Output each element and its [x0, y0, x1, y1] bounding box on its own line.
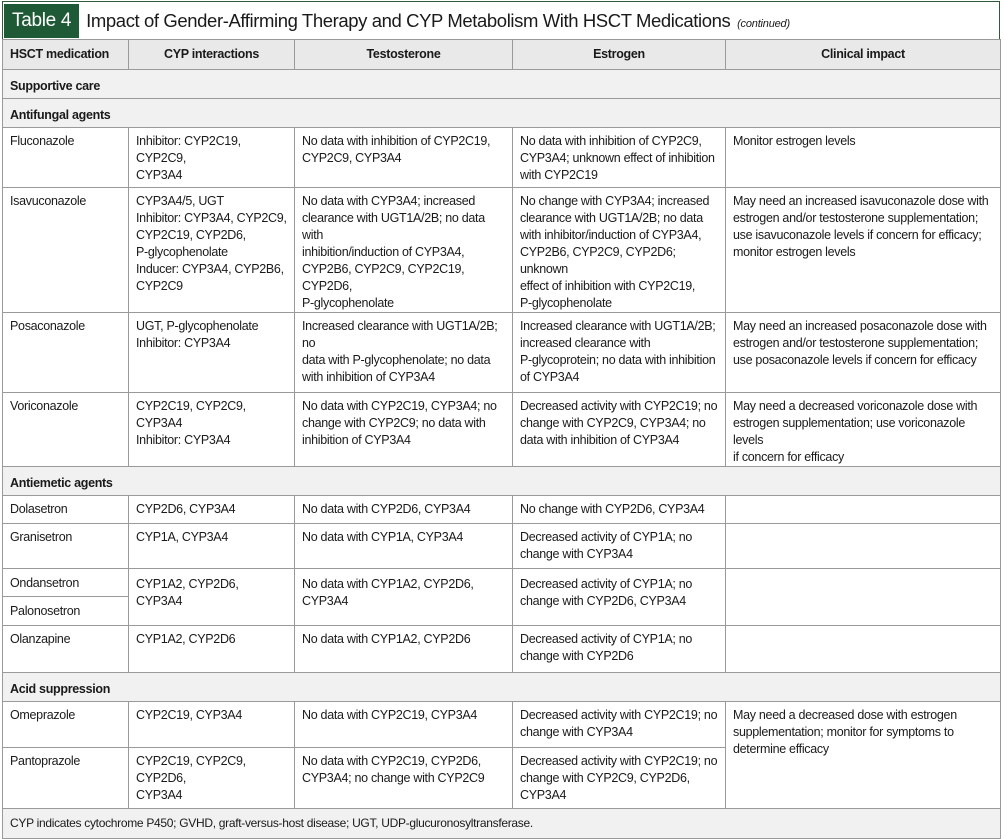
cell-text-line: May need a decreased voriconazole dose with	[733, 399, 978, 413]
cell-text-line: P-glycoprotein; no data with inhibition	[520, 353, 716, 367]
med-cell: Posaconazole	[3, 313, 129, 393]
cell-text-line: CYP2C19, CYP3A4	[136, 708, 242, 722]
table-figure	[2, 1, 1002, 830]
cyp-cell	[129, 496, 295, 524]
group-row-acid-suppression	[3, 673, 1001, 702]
cell-text-line: inhibition of CYP3A4	[302, 433, 411, 447]
cell-text-line: No data with inhibition of CYP2C19,	[302, 134, 491, 148]
cell-text-line: estrogen supplementation; use voriconazole levels	[733, 416, 965, 447]
cell-text-line: CYP3A4	[136, 788, 183, 802]
impact-cell	[726, 524, 1001, 569]
cell-text-line: estrogen and/or testosterone supplementation;	[733, 336, 979, 350]
cell-text-line: change with CYP2D6	[520, 649, 634, 663]
cell-text-line: supplementation; monitor for symptoms to	[733, 725, 954, 739]
estrogen-cell	[513, 702, 726, 748]
cyp-cell	[129, 702, 295, 748]
cell-text-line: No change with CYP2D6, CYP3A4	[520, 502, 705, 516]
cell-text-line: No data with CYP2C19, CYP2D6,	[302, 754, 481, 768]
cyp-cell	[129, 524, 295, 569]
group-row-antiemetic	[3, 467, 1001, 496]
cyp-cell	[129, 748, 295, 809]
med-cell: Olanzapine	[3, 626, 129, 673]
table-row	[3, 393, 1001, 467]
table-number-tag: Table 4	[4, 4, 79, 38]
cell-text-line: inhibition/induction of CYP3A4,	[302, 245, 465, 259]
med-cell: Palonosetron	[10, 604, 81, 618]
cell-text-line: P-glycophenolate	[136, 245, 228, 259]
cell-text-line: Decreased activity of CYP1A; no	[520, 530, 693, 544]
cyp-cell	[129, 626, 295, 673]
cell-text-line: CYP2B6, CYP2C9, CYP2C19, CYP2D6,	[302, 262, 465, 293]
cell-text-line: change with CYP2C9, CYP3A4; no	[520, 416, 706, 430]
cell-text-line: P-glycophenolate	[302, 296, 394, 310]
cell-text-line: CYP3A4; unknown effect of inhibition	[520, 151, 715, 165]
cell-text-line: determine efficacy	[733, 742, 829, 756]
estrogen-cell	[513, 188, 726, 313]
testosterone-cell	[295, 524, 513, 569]
med-cell: Voriconazole	[3, 393, 129, 467]
cell-text-line: CYP2C19, CYP2C9, CYP2D6,	[136, 754, 246, 785]
cell-text-line: CYP1A2, CYP2D6	[136, 632, 236, 646]
cyp-cell	[129, 313, 295, 393]
cell-text-line: of CYP3A4	[520, 370, 580, 384]
cell-text-line: data with inhibition of CYP3A4	[520, 433, 680, 447]
table-row	[3, 128, 1001, 188]
cell-text-line: CYP1A, CYP3A4	[136, 530, 228, 544]
cell-text-line: CYP3A4	[302, 594, 349, 608]
footnote: CYP indicates cytochrome P450; GVHD, graft-versus-host disease; UGT, UDP-glucuronosyltransferase.	[3, 809, 1001, 839]
continued-note: (continued)	[737, 17, 790, 30]
cell-text-line: Decreased activity with CYP2C19; no	[520, 754, 718, 768]
testosterone-cell	[295, 702, 513, 748]
cell-text-line: increased clearance with	[520, 336, 651, 350]
cell-text-line: data with P-glycophenolate; no data	[302, 353, 491, 367]
table-row	[3, 496, 1001, 524]
estrogen-cell	[513, 748, 726, 809]
estrogen-cell	[513, 626, 726, 673]
table-row	[3, 702, 1001, 748]
med-cell: Isavuconazole	[3, 188, 129, 313]
cell-text-line: No data with inhibition of CYP2C9,	[520, 134, 702, 148]
med-cell-split	[3, 569, 129, 626]
cell-text-line: CYP2C19, CYP2C9, CYP3A4	[136, 399, 246, 430]
testosterone-cell	[295, 128, 513, 188]
estrogen-cell	[513, 393, 726, 467]
table-row	[3, 524, 1001, 569]
cell-text-line: No data with CYP1A, CYP3A4	[302, 530, 464, 544]
testosterone-cell	[295, 748, 513, 809]
cell-text-line: CYP3A4; no change with CYP2C9	[302, 771, 485, 785]
cell-text-line: May need an increased isavuconazole dose with	[733, 194, 989, 208]
cell-text-line: Decreased activity with CYP2C19; no	[520, 399, 718, 413]
impact-cell	[726, 313, 1001, 393]
cell-text-line: CYP3A4/5, UGT	[136, 194, 224, 208]
group-label: Antiemetic agents	[3, 467, 1001, 496]
cell-text-line: No change with CYP3A4; increased	[520, 194, 710, 208]
table-title	[86, 10, 790, 32]
table-row	[3, 569, 1001, 626]
cell-text-line: May need a decreased dose with estrogen	[733, 708, 957, 722]
cell-text-line: No data with CYP1A2, CYP2D6	[302, 632, 471, 646]
testosterone-cell	[295, 626, 513, 673]
cell-text-line: change with CYP2C9, CYP2D6,	[520, 771, 690, 785]
med-cell: Dolasetron	[3, 496, 129, 524]
footnote-row	[3, 809, 1001, 839]
cyp-cell	[129, 128, 295, 188]
group-row-antifungal	[3, 99, 1001, 128]
med-cell: Fluconazole	[3, 128, 129, 188]
estrogen-cell	[513, 496, 726, 524]
table-row	[3, 313, 1001, 393]
cell-text-line: Monitor estrogen levels	[733, 134, 856, 148]
cell-text-line: No data with CYP2C19, CYP3A4	[302, 708, 478, 722]
cell-text-line: No data with CYP2D6, CYP3A4	[302, 502, 471, 516]
cell-text-line: clearance with UGT1A/2B; no data with	[302, 211, 485, 242]
impact-cell	[726, 702, 1001, 809]
header-row	[3, 40, 1001, 70]
cell-text-line: P-glycophenolate	[520, 296, 612, 310]
cell-text-line: use posaconazole levels if concern for efficacy	[733, 353, 977, 367]
testosterone-cell	[295, 188, 513, 313]
cell-text-line: Inhibitor: CYP2C19, CYP2C9,	[136, 134, 241, 165]
cell-text-line: with CYP2C19	[520, 168, 598, 182]
cell-text-line: CYP2C9	[136, 279, 183, 293]
cell-text-line: No data with CYP2C19, CYP3A4; no	[302, 399, 497, 413]
testosterone-cell	[295, 393, 513, 467]
cell-text-line: effect of inhibition with CYP2C19,	[520, 279, 696, 293]
table-row	[3, 626, 1001, 673]
cell-text-line: with inhibition of CYP3A4	[302, 370, 435, 384]
cell-text-line: Increased clearance with UGT1A/2B; no	[302, 319, 498, 350]
cell-text-line: CYP3A4	[136, 168, 183, 182]
estrogen-cell	[513, 313, 726, 393]
estrogen-cell	[513, 569, 726, 626]
group-label: Supportive care	[3, 70, 1001, 99]
cell-text-line: Increased clearance with UGT1A/2B;	[520, 319, 716, 333]
group-label: Antifungal agents	[3, 99, 1001, 128]
cell-text-line: CYP2C9, CYP3A4	[302, 151, 402, 165]
cell-text-line: Inducer: CYP3A4, CYP2B6,	[136, 262, 284, 276]
cell-text-line: Decreased activity of CYP1A; no	[520, 632, 693, 646]
cell-text-line: if concern for efficacy	[733, 450, 844, 464]
cell-text-line: Inhibitor: CYP3A4	[136, 336, 231, 350]
interaction-table	[2, 39, 1001, 839]
cell-text-line: No data with CYP1A2, CYP2D6,	[302, 577, 474, 591]
cell-text-line: change with CYP2D6, CYP3A4	[520, 594, 686, 608]
col-header-testosterone: Testosterone	[295, 40, 513, 70]
table-row	[3, 188, 1001, 313]
impact-cell	[726, 496, 1001, 524]
cell-text-line: change with CYP2C9; no data with	[302, 416, 486, 430]
testosterone-cell	[295, 569, 513, 626]
med-cell: Granisetron	[3, 524, 129, 569]
estrogen-cell	[513, 128, 726, 188]
group-row-supportive-care	[3, 70, 1001, 99]
estrogen-cell	[513, 524, 726, 569]
cell-text-line: Inhibitor: CYP3A4, CYP2C9,	[136, 211, 287, 225]
cell-text-line: Decreased activity of CYP1A; no	[520, 577, 693, 591]
cell-text-line: use isavuconazole levels if concern for efficacy;	[733, 228, 982, 242]
cyp-cell	[129, 188, 295, 313]
cell-text-line: change with CYP3A4	[520, 547, 633, 561]
med-cell: Ondansetron	[3, 569, 128, 597]
col-header-cyp: CYP interactions	[129, 40, 295, 70]
cell-text-line: CYP3A4	[520, 788, 567, 802]
testosterone-cell	[295, 313, 513, 393]
impact-cell	[726, 128, 1001, 188]
cell-text-line: with inhibitor/induction of CYP3A4,	[520, 228, 702, 242]
med-cell: Omeprazole	[3, 702, 129, 748]
cell-text-line: CYP2D6, CYP3A4	[136, 502, 236, 516]
cyp-cell	[129, 569, 295, 626]
table-title-text: Impact of Gender-Affirming Therapy and CYP Metabolism With HSCT Medications	[86, 9, 731, 31]
cell-text-line: UGT, P-glycophenolate	[136, 319, 259, 333]
cell-text-line: CYP2B6, CYP2C9, CYP2D6; unknown	[520, 245, 676, 276]
table-title-bar	[2, 1, 1000, 39]
impact-cell	[726, 188, 1001, 313]
cell-text-line: CYP1A2, CYP2D6, CYP3A4	[136, 577, 239, 608]
impact-cell	[726, 569, 1001, 626]
col-header-medication: HSCT medication	[3, 40, 129, 70]
col-header-estrogen: Estrogen	[513, 40, 726, 70]
impact-cell	[726, 393, 1001, 467]
cell-text-line: clearance with UGT1A/2B; no data	[520, 211, 703, 225]
cell-text-line: Decreased activity with CYP2C19; no	[520, 708, 718, 722]
cell-text-line: CYP2C19, CYP2D6,	[136, 228, 246, 242]
testosterone-cell	[295, 496, 513, 524]
cell-text-line: change with CYP3A4	[520, 725, 633, 739]
group-label: Acid suppression	[3, 673, 1001, 702]
cell-text-line: May need an increased posaconazole dose with	[733, 319, 987, 333]
col-header-clinical-impact: Clinical impact	[726, 40, 1001, 70]
med-cell: Pantoprazole	[3, 748, 129, 809]
cell-text-line: estrogen and/or testosterone supplementation;	[733, 211, 979, 225]
cell-text-line: Inhibitor: CYP3A4	[136, 433, 231, 447]
cyp-cell	[129, 393, 295, 467]
cell-text-line: No data with CYP3A4; increased	[302, 194, 476, 208]
impact-cell	[726, 626, 1001, 673]
cell-text-line: monitor estrogen levels	[733, 245, 856, 259]
